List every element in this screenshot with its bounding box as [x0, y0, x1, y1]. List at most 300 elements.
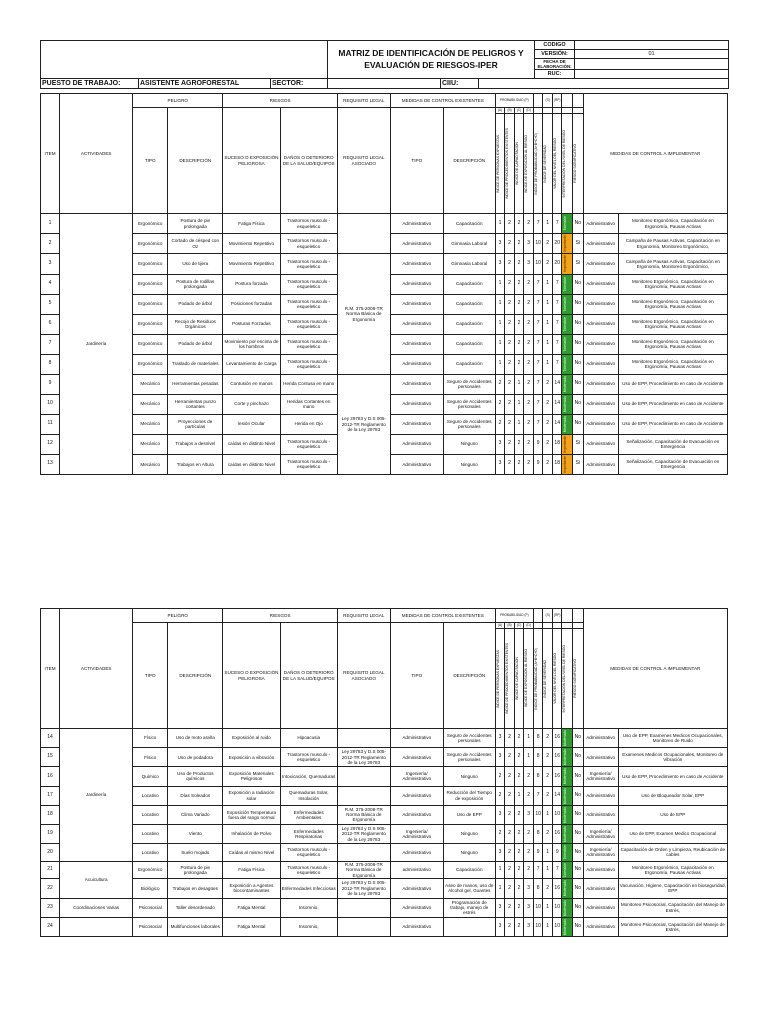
peligro-descripcion-cell: Trabajos en Altura — [168, 454, 223, 474]
table-row — [41, 374, 728, 394]
implementar-tipo-cell: Administrativo — [583, 729, 618, 748]
peligro-descripcion-cell: Viento — [168, 824, 223, 843]
vh-g: VALOR DEL NIVEL DEL RIESGO — [552, 138, 557, 190]
value-e-cell: 7 — [533, 861, 543, 879]
value-a-cell: 1 — [495, 354, 505, 374]
value-c-cell: 2 — [514, 454, 524, 474]
significativo-cell: No — [573, 214, 584, 234]
value-b-cell: 2 — [505, 729, 515, 748]
implementar-tipo-cell: Administrativo — [583, 861, 618, 879]
requisito-legal-cell — [337, 729, 390, 748]
value-f-cell: 1 — [543, 334, 553, 354]
significativo-cell: No — [573, 314, 584, 334]
risk-level-cell — [562, 917, 573, 936]
control-tipo-cell: Administrativo — [390, 414, 443, 434]
risk-level-label: Tolerable — [563, 336, 568, 352]
risk-level-cell — [562, 334, 573, 354]
peligro-tipo-cell: Ergonómico — [133, 354, 168, 374]
col-item-2: ITEM — [41, 609, 60, 729]
vh-b: INDICE DE PROCEDIMIENTOS EXISTENTES — [505, 128, 510, 200]
control-descripcion-cell: Capacitación — [443, 354, 495, 374]
medidas-implementar-cell: Uso de EPP, Procedimiento en caso de Accidente — [618, 374, 727, 394]
implementar-tipo-cell: Ingeniería/ Administrativo — [583, 844, 618, 862]
significativo-cell: No — [573, 879, 584, 898]
control-tipo-cell: Administrativo — [390, 879, 443, 898]
peligro-descripcion-cell: Suelo mojado — [168, 844, 223, 862]
value-c-cell: 2 — [514, 214, 524, 234]
value-b-cell: 2 — [505, 786, 515, 805]
value-b-cell: 2 — [505, 294, 515, 314]
implementar-tipo-cell: Administrativo — [583, 354, 618, 374]
peligro-tipo-cell: Psicosocial — [133, 917, 168, 936]
danos-cell: Hipoacusia — [280, 729, 337, 748]
control-tipo-cell: Administrativo — [390, 434, 443, 454]
danos-cell: Insomnio, — [280, 917, 337, 936]
risk-level-label: Moderado — [563, 730, 568, 747]
risk-level-cell — [562, 748, 573, 767]
risk-level-label: Tolerable — [563, 316, 568, 332]
risk-level-cell — [562, 879, 573, 898]
risk-level-label: Moderado — [563, 787, 568, 804]
table-row — [41, 917, 728, 936]
peligro-tipo-cell: Psicosocial — [133, 898, 168, 917]
risk-level-cell — [562, 786, 573, 805]
risk-level-cell — [562, 214, 573, 234]
control-tipo-cell: Administrativo — [390, 729, 443, 748]
peligro-descripcion-cell: Podado de árbol — [168, 294, 223, 314]
control-descripcion-cell: Uso de EPP — [443, 805, 495, 824]
medidas-implementar-cell: Examenes Medicos Ocupacionales, Monitoreo de Vibración — [618, 748, 727, 767]
risk-level-cell — [562, 274, 573, 294]
risk-level-label: Tolerable — [563, 276, 568, 292]
item-cell: 15 — [41, 748, 60, 767]
peligro-descripcion-cell: Uso de podadora — [168, 748, 223, 767]
control-tipo-cell: Administrativo — [390, 354, 443, 374]
value-b-cell: 2 — [505, 354, 515, 374]
col-peligro-2: PELIGRO — [133, 609, 223, 623]
value-a-cell: 2 — [495, 374, 505, 394]
value-e-cell: 9 — [533, 434, 543, 454]
activity-cell — [60, 917, 133, 936]
significativo-cell: No — [573, 414, 584, 434]
value-a-cell: 3 — [495, 454, 505, 474]
peligro-tipo-cell: Químico — [133, 767, 168, 786]
col-control-descripcion-2: DESCRIPCIÓN — [443, 623, 495, 729]
medidas-implementar-cell: Uso de EPP, Procedimiento en caso de Accidente — [618, 767, 727, 786]
codigo-label: CODIGO — [535, 41, 575, 50]
risk-level-label: Importante — [563, 435, 568, 453]
risk-level-cell — [562, 844, 573, 862]
peligro-descripcion-cell: Herramientas punzo cortantes — [168, 394, 223, 414]
significativo-cell: No — [573, 354, 584, 374]
value-f-cell: 1 — [543, 274, 553, 294]
risk-level-label: Moderado — [563, 918, 568, 935]
value-b-cell: 2 — [505, 879, 515, 898]
implementar-tipo-cell: Administrativo — [583, 254, 618, 274]
col-requisito-asociado: REQUISITO LEGAL ASOCIADO — [337, 108, 390, 214]
value-e-cell: 7 — [533, 214, 543, 234]
peligro-tipo-cell: Mecánico — [133, 394, 168, 414]
value-a-cell: 1 — [495, 879, 505, 898]
control-tipo-cell: Administrativo — [390, 917, 443, 936]
value-d-cell: 3 — [524, 898, 534, 917]
peligro-descripcion-cell: Multifunciones laborales — [168, 917, 223, 936]
value-c-cell: 1 — [514, 786, 524, 805]
value-g-cell: 20 — [552, 234, 562, 254]
peligro-descripcion-cell: Traslado de materiales — [168, 354, 223, 374]
col-suceso: SUCESO O EXPOSICIÓN PELIGROSA — [223, 108, 280, 214]
value-f-cell: 2 — [543, 824, 553, 843]
implementar-tipo-cell: Administrativo — [583, 334, 618, 354]
value-g-cell: 7 — [552, 294, 562, 314]
value-a-cell: 3 — [495, 234, 505, 254]
value-c-cell: 2 — [514, 805, 524, 824]
danos-cell: Trastornos musculo - esqueletico — [280, 274, 337, 294]
peligro-descripcion-cell: Uso de tijera — [168, 254, 223, 274]
control-tipo-cell: Administrativo — [390, 334, 443, 354]
value-a-cell: 3 — [495, 917, 505, 936]
significativo-cell: No — [573, 786, 584, 805]
fecha-label: FECHA DE ELABORACIÓN: — [535, 59, 575, 70]
value-a-cell: 2 — [495, 394, 505, 414]
item-cell: 18 — [41, 805, 60, 824]
requisito-legal-cell: Ley 29783 y D.S 005-2012-TR Reglamento de la Ley 29783 — [337, 824, 390, 843]
value-f-cell: 1 — [543, 917, 553, 936]
value-d-cell: 2 — [524, 294, 534, 314]
col-b: (B) — [505, 108, 515, 114]
value-d-cell: 2 — [524, 414, 534, 434]
control-descripcion-cell: Capacitación — [443, 214, 495, 234]
value-f-cell: 1 — [543, 805, 553, 824]
suceso-cell: Exposición Temperatura fuera del rango normal — [223, 805, 280, 824]
value-e-cell: 7 — [533, 394, 543, 414]
item-cell: 17 — [41, 786, 60, 805]
requisito-legal-cell: Ley 29783 y D.S 005-2012-TR Reglamento de la Ley 29783 — [337, 374, 390, 474]
item-cell: 20 — [41, 844, 60, 862]
value-c-cell: 2 — [514, 234, 524, 254]
risk-level-label: Tolerable — [563, 845, 568, 860]
value-e-cell: 7 — [533, 374, 543, 394]
peligro-tipo-cell: Ergonómico — [133, 861, 168, 879]
peligro-tipo-cell: Locativo — [133, 844, 168, 862]
risk-level-label: Moderado — [563, 880, 568, 897]
col-s: (S) — [543, 94, 553, 108]
value-e-cell: 7 — [533, 294, 543, 314]
vh-h: INTERPRETACIÓN DEL NIVEL DE RIESGO — [562, 129, 567, 198]
implementar-tipo-cell: Administrativo — [583, 454, 618, 474]
peligro-tipo-cell: Mecánico — [133, 454, 168, 474]
col-peligro-descripcion-2: DESCRIPCIÓN — [168, 623, 223, 729]
sector-value — [328, 79, 441, 89]
value-a-cell: 3 — [495, 898, 505, 917]
suceso-cell: Posturas Forzadas — [223, 314, 280, 334]
value-f-cell: 2 — [543, 434, 553, 454]
danos-cell: Enfermedades Ambientales — [280, 805, 337, 824]
medidas-implementar-cell: Capacitación de Orden y Limpieza, Reubicación de cables — [618, 844, 727, 862]
value-d-cell: 2 — [524, 394, 534, 414]
value-g-cell: 10 — [552, 898, 562, 917]
value-c-cell: 2 — [514, 844, 524, 862]
peligro-descripcion-cell: Uso de moto araña — [168, 729, 223, 748]
implementar-tipo-cell: Administrativo — [583, 879, 618, 898]
peligro-descripcion-cell: Proyecciones de partículas — [168, 414, 223, 434]
peligro-tipo-cell: Ergonómico — [133, 214, 168, 234]
item-cell: 11 — [41, 414, 60, 434]
col-rp-2: (RP) — [552, 609, 562, 623]
document-title: MATRIZ DE IDENTIFICACIÓN DE PELIGROS Y EVALUACIÓN DE RIESGOS-IPER — [328, 41, 535, 79]
danos-cell: Trastornos musculo - esqueletico — [280, 354, 337, 374]
control-descripcion-cell: Ninguno — [443, 434, 495, 454]
peligro-tipo-cell: Biológico — [133, 879, 168, 898]
risk-matrix-table-2 — [40, 608, 728, 937]
col-control-tipo-2: TIPO — [390, 623, 443, 729]
suceso-cell: Corte y pinchazo — [223, 394, 280, 414]
peligro-tipo-cell: Ergonómico — [133, 274, 168, 294]
value-e-cell: 7 — [533, 354, 543, 374]
risk-level-cell — [562, 374, 573, 394]
significativo-cell: No — [573, 334, 584, 354]
col-probabilidad: PROBABILIDAD (P) — [495, 94, 533, 108]
control-tipo-cell: Administrativo — [390, 394, 443, 414]
value-a-cell: 2 — [495, 786, 505, 805]
value-f-cell: 2 — [543, 254, 553, 274]
value-e-cell: 7 — [533, 274, 543, 294]
suceso-cell: Contusión en manos — [223, 374, 280, 394]
table-row — [41, 824, 728, 843]
peligro-tipo-cell: Físico — [133, 729, 168, 748]
value-d-cell: 1 — [524, 748, 534, 767]
activity-cell: Jardinería — [60, 729, 133, 862]
value-b-cell: 2 — [505, 898, 515, 917]
value-g-cell: 9 — [552, 844, 562, 862]
value-d-cell: 2 — [524, 767, 534, 786]
danos-cell: Trastornos musculo - esqueletico — [280, 254, 337, 274]
col-suceso-2: SUCESO O EXPOSICIÓN PELIGROSA — [223, 623, 280, 729]
fecha-value — [575, 59, 729, 70]
iper-sheet-2 — [40, 608, 728, 937]
col-a-2: (A) — [495, 623, 505, 629]
value-d-cell: 3 — [524, 234, 534, 254]
value-c-cell: 2 — [514, 294, 524, 314]
value-d-cell: 2 — [524, 861, 534, 879]
significativo-cell: No — [573, 824, 584, 843]
table-row — [41, 879, 728, 898]
implementar-tipo-cell: Administrativo — [583, 214, 618, 234]
version-value: 01 — [575, 50, 729, 59]
medidas-implementar-cell: Monitoreo Ergonómico, Capacitación en Ergonomía, Pausas Activas — [618, 334, 727, 354]
item-cell: 14 — [41, 729, 60, 748]
value-g-cell: 10 — [552, 805, 562, 824]
col-requisito-legal-2: REQUISITO LEGAL — [337, 609, 390, 623]
col-peligro: PELIGRO — [133, 94, 223, 108]
implementar-tipo-cell: Administrativo — [583, 314, 618, 334]
vh-e: INDICE DE PROBABILIDAD (A+B+C+D) — [533, 132, 538, 195]
value-f-cell: 2 — [543, 454, 553, 474]
value-f-cell: 1 — [543, 844, 553, 862]
activity-cell: Acuicultura — [60, 861, 133, 898]
value-a-cell: 1 — [495, 314, 505, 334]
medidas-implementar-cell: Monitoreo Ergonómico, Capacitación en Ergonomía, Pausas Activas — [618, 294, 727, 314]
value-c-cell: 2 — [514, 434, 524, 454]
risk-level-cell — [562, 805, 573, 824]
significativo-cell: No — [573, 898, 584, 917]
table-row — [41, 898, 728, 917]
value-e-cell: 7 — [533, 414, 543, 434]
vh2-f: INDICE DE SEVERIDAD — [543, 659, 548, 698]
value-e-cell: 10 — [533, 917, 543, 936]
value-e-cell: 8 — [533, 879, 543, 898]
value-a-cell: 1 — [495, 861, 505, 879]
value-a-cell: 3 — [495, 805, 505, 824]
peligro-tipo-cell: Locativo — [133, 805, 168, 824]
value-g-cell: 7 — [552, 214, 562, 234]
suceso-cell: caídas en distinto Nivel — [223, 454, 280, 474]
vh2-a: INDICE DE PERSONAS EXPUESTAS — [495, 649, 500, 708]
col-danos: DAÑOS O DETERIORO DE LA SALUD/EQUIPOS — [280, 108, 337, 214]
peligro-descripcion-cell: Días Soleados — [168, 786, 223, 805]
danos-cell: Trastornos musculo - esqueletico — [280, 314, 337, 334]
value-b-cell: 2 — [505, 917, 515, 936]
medidas-implementar-cell: Uso de EPP, Examen Medico Ocupacional — [618, 824, 727, 843]
risk-level-label: Importante — [563, 255, 568, 273]
control-descripcion-cell: Capacitación — [443, 861, 495, 879]
risk-level-label: Moderado — [563, 415, 568, 433]
suceso-cell: Exposición a vibración — [223, 748, 280, 767]
requisito-legal-cell — [337, 898, 390, 917]
version-label: VERSIÓN: — [535, 50, 575, 59]
implementar-tipo-cell: Administrativo — [583, 748, 618, 767]
value-b-cell: 2 — [505, 861, 515, 879]
peligro-tipo-cell: Mecánico — [133, 374, 168, 394]
risk-level-cell — [562, 729, 573, 748]
suceso-cell: Fatiga Mental — [223, 898, 280, 917]
implementar-tipo-cell: Administrativo — [583, 234, 618, 254]
suceso-cell: caídas en distinto Nivel — [223, 434, 280, 454]
puesto-label: PUESTO DE TRABAJO: — [41, 79, 139, 89]
vh2-e: INDICE DE PROBABILIDAD (A+B+C+D) — [533, 647, 538, 710]
table-row — [41, 729, 728, 748]
peligro-descripcion-cell: Cortado de césped con Oz — [168, 234, 223, 254]
value-c-cell: 2 — [514, 354, 524, 374]
significativo-cell: Si — [573, 234, 584, 254]
peligro-tipo-cell: Ergonómico — [133, 234, 168, 254]
control-descripcion-cell: Seguro de Accidentes personales — [443, 748, 495, 767]
ciiu-value — [479, 79, 729, 89]
value-f-cell: 2 — [543, 786, 553, 805]
value-a-cell: 2 — [495, 767, 505, 786]
value-a-cell: 1 — [495, 214, 505, 234]
requisito-legal-cell — [337, 917, 390, 936]
significativo-cell: Si — [573, 254, 584, 274]
significativo-cell: No — [573, 294, 584, 314]
suceso-cell: Movimiento por encima de los hombros — [223, 334, 280, 354]
col-medidas-implementar: MEDIDAS DE CONTROL A IMPLEMENTAR — [583, 94, 727, 214]
requisito-legal-cell — [337, 214, 390, 254]
danos-cell: Enfermedades Respiratorias — [280, 824, 337, 843]
peligro-descripcion-cell: Taller desordenado — [168, 898, 223, 917]
value-b-cell: 2 — [505, 334, 515, 354]
value-b-cell: 2 — [505, 454, 515, 474]
suceso-cell: Fatiga Mental — [223, 917, 280, 936]
table-row — [41, 214, 728, 234]
table-row — [41, 786, 728, 805]
activity-cell: Jardinería — [60, 214, 133, 475]
peligro-tipo-cell: Ergonómico — [133, 314, 168, 334]
danos-cell: Trastornos musculo - esqueletico — [280, 214, 337, 234]
suceso-cell: Caídas al mismo Nivel — [223, 844, 280, 862]
vh-d: INDICE DE EXPOSICIÓN AL RIESGO — [524, 134, 529, 193]
risk-level-cell — [562, 234, 573, 254]
value-d-cell: 2 — [524, 214, 534, 234]
peligro-descripcion-cell: Herramientas pesadas — [168, 374, 223, 394]
medidas-implementar-cell: Uso de EPP, Examenes Medicos Ocupacionales, Monitoreo de Ruido — [618, 729, 727, 748]
suceso-cell: Movimiento Repetitivo — [223, 254, 280, 274]
col-probabilidad-2: PROBABILIDAD (P) — [495, 609, 533, 623]
value-b-cell: 2 — [505, 414, 515, 434]
value-g-cell: 14 — [552, 414, 562, 434]
sector-label: SECTOR: — [271, 79, 328, 89]
value-a-cell: 3 — [495, 434, 505, 454]
value-b-cell: 2 — [505, 748, 515, 767]
danos-cell: Heridas Cortantes en mano — [280, 394, 337, 414]
suceso-cell: Movimiento Repetitivo — [223, 234, 280, 254]
control-tipo-cell: Administrativo — [390, 314, 443, 334]
control-descripcion-cell: Ninguno — [443, 767, 495, 786]
value-c-cell: 2 — [514, 314, 524, 334]
significativo-cell: No — [573, 374, 584, 394]
control-tipo-cell: Ingeniería/ Administrativo — [390, 824, 443, 843]
vh2-c: INDICE DE CAPACITACIÓN — [514, 656, 519, 700]
risk-level-label: Moderado — [563, 806, 568, 823]
value-d-cell: 2 — [524, 334, 534, 354]
col-rp: (RP) — [552, 94, 562, 108]
vh-f: INDICE DE SEVERIDAD — [543, 144, 548, 183]
significativo-cell: No — [573, 805, 584, 824]
danos-cell: Trastornos musculo - esqueletico — [280, 434, 337, 454]
value-e-cell: 10 — [533, 805, 543, 824]
col-control-tipo: TIPO — [390, 108, 443, 214]
control-tipo-cell: Administrativo — [390, 214, 443, 234]
value-d-cell: 2 — [524, 314, 534, 334]
control-tipo-cell: Administrativo — [390, 234, 443, 254]
requisito-legal-cell: Ley 29783 y D.S 005-2012-TR Reglamento de la Ley 29783 — [337, 748, 390, 767]
peligro-tipo-cell: Físico — [133, 748, 168, 767]
item-cell: 23 — [41, 898, 60, 917]
control-descripcion-cell: Capacitación — [443, 274, 495, 294]
value-g-cell: 7 — [552, 314, 562, 334]
col-c-2: (C) — [514, 623, 524, 629]
col-riesgos-2: RIESGOS — [223, 609, 337, 623]
value-f-cell: 2 — [543, 234, 553, 254]
risk-level-label: Moderado — [563, 375, 568, 393]
col-peligro-tipo: TIPO — [133, 108, 168, 214]
value-d-cell: 2 — [524, 786, 534, 805]
value-a-cell: 3 — [495, 844, 505, 862]
col-riesgos: RIESGOS — [223, 94, 337, 108]
requisito-legal-cell — [337, 844, 390, 862]
medidas-implementar-cell: Vacunación, Higiene, Capacitación en bioseguridad, EPP — [618, 879, 727, 898]
control-descripcion-cell: Ninguno — [443, 824, 495, 843]
value-c-cell: 1 — [514, 374, 524, 394]
medidas-implementar-cell: Monitoreo Ergonómico, Capacitación en Ergonomía, Pausas Activas — [618, 861, 727, 879]
value-f-cell: 1 — [543, 214, 553, 234]
suceso-cell: Fatiga Física — [223, 214, 280, 234]
medidas-implementar-cell: Monitoreo Ergonómico, Capacitación en Ergonomía, Pausas Activas — [618, 214, 727, 234]
item-cell: 13 — [41, 454, 60, 474]
value-c-cell: 1 — [514, 414, 524, 434]
value-d-cell: 2 — [524, 354, 534, 374]
col-control-descripcion: DESCRIPCIÓN — [443, 108, 495, 214]
